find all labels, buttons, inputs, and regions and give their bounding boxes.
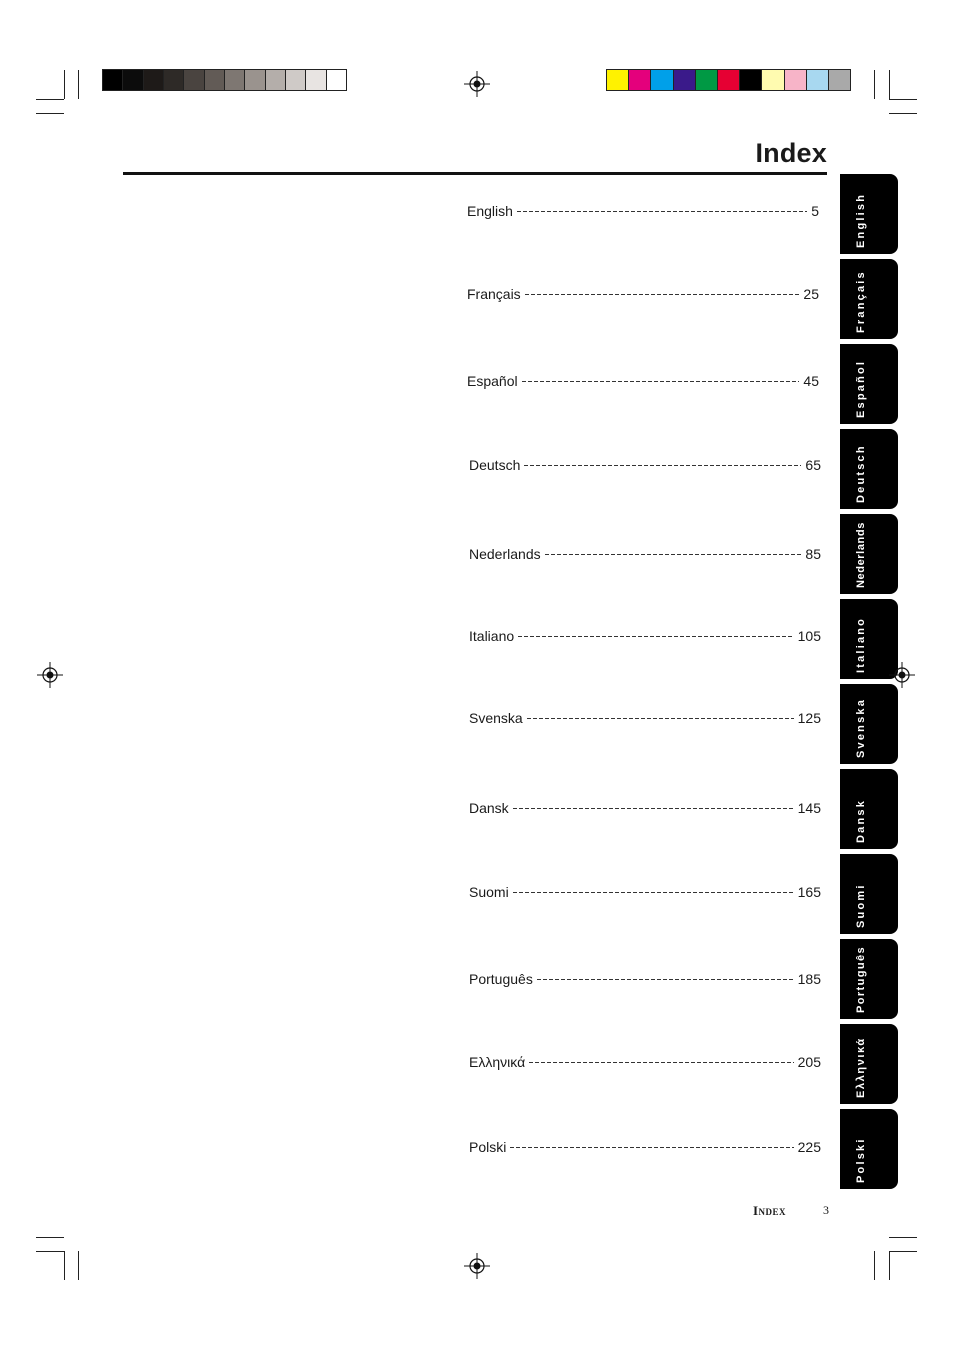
- crop-mark: [889, 1251, 917, 1252]
- index-entry-svenska[interactable]: [469, 710, 821, 726]
- calibration-swatch: [245, 70, 265, 90]
- entry-page: 145: [797, 800, 821, 816]
- calibration-swatch: [762, 70, 784, 90]
- footer-section-label: Index: [753, 1203, 787, 1218]
- tab-dansk[interactable]: [840, 769, 898, 849]
- dot-leader: [545, 554, 802, 555]
- entry-page: 25: [803, 286, 819, 302]
- crop-mark: [64, 1251, 65, 1280]
- entry-label: Svenska: [469, 710, 523, 726]
- calibration-swatch: [607, 70, 629, 90]
- entry-page: 225: [797, 1139, 821, 1155]
- calibration-swatch: [225, 70, 245, 90]
- index-entry-espanol[interactable]: [467, 373, 819, 389]
- tab-suomi[interactable]: [840, 854, 898, 934]
- index-entry-dansk[interactable]: [469, 800, 821, 816]
- registration-target-icon: [464, 1253, 490, 1279]
- tab-english[interactable]: [840, 174, 898, 254]
- entry-page: 205: [797, 1054, 821, 1070]
- tab-label: Polski: [855, 1137, 867, 1183]
- crop-mark: [36, 1237, 64, 1238]
- entry-label: English: [467, 203, 513, 219]
- calibration-swatch: [144, 70, 164, 90]
- index-entry-italiano[interactable]: [469, 628, 821, 644]
- tab-label: Français: [855, 270, 867, 333]
- dot-leader: [522, 381, 800, 382]
- calibration-swatch: [286, 70, 306, 90]
- calibration-swatch: [718, 70, 740, 90]
- entry-page: 65: [805, 457, 821, 473]
- crop-mark: [36, 1251, 64, 1252]
- crop-mark: [36, 99, 64, 100]
- index-entry-deutsch[interactable]: [469, 457, 821, 473]
- tab-deutsch[interactable]: [840, 429, 898, 509]
- calibration-swatch: [651, 70, 673, 90]
- entry-page: 125: [797, 710, 821, 726]
- entry-page: 105: [797, 628, 821, 644]
- grayscale-calibration-bar: [102, 69, 347, 91]
- entry-page: 85: [805, 546, 821, 562]
- crop-mark: [874, 70, 875, 99]
- dot-leader: [524, 465, 801, 466]
- calibration-swatch: [696, 70, 718, 90]
- calibration-swatch: [807, 70, 829, 90]
- crop-mark: [889, 113, 917, 114]
- index-entry-francais[interactable]: [467, 286, 819, 302]
- entry-page: 45: [803, 373, 819, 389]
- dot-leader: [518, 636, 793, 637]
- calibration-swatch: [205, 70, 225, 90]
- registration-target-icon: [464, 71, 490, 97]
- registration-target-icon: [37, 662, 63, 688]
- tab-francais[interactable]: [840, 259, 898, 339]
- crop-mark: [78, 70, 79, 99]
- dot-leader: [525, 294, 800, 295]
- color-calibration-bar: [606, 69, 851, 91]
- tab-label: Italiano: [855, 616, 867, 673]
- tab-label: Suomi: [855, 883, 867, 928]
- index-entry-english[interactable]: [467, 203, 819, 219]
- dot-leader: [527, 718, 794, 719]
- entry-label: Deutsch: [469, 457, 521, 473]
- index-entry-nederlands[interactable]: [469, 546, 821, 562]
- tab-label: Svenska: [855, 697, 867, 758]
- tab-label: Dansk: [855, 798, 867, 843]
- calibration-swatch: [740, 70, 762, 90]
- tab-label: Nederlands: [855, 522, 867, 588]
- calibration-swatch: [123, 70, 143, 90]
- calibration-swatch: [674, 70, 696, 90]
- page-title: Index: [755, 138, 827, 168]
- entry-label: Dansk: [469, 800, 509, 816]
- calibration-swatch: [785, 70, 807, 90]
- crop-mark: [64, 70, 65, 99]
- crop-mark: [36, 113, 64, 114]
- tab-label: Português: [855, 946, 867, 1013]
- crop-mark: [889, 1251, 890, 1280]
- crop-mark: [889, 1237, 917, 1238]
- index-entry-ellinika[interactable]: [469, 1054, 821, 1070]
- entry-label: Ελληνικά: [469, 1054, 526, 1070]
- index-entry-polski[interactable]: [469, 1139, 821, 1155]
- tab-svenska[interactable]: [840, 684, 898, 764]
- tab-label: Español: [855, 359, 867, 418]
- entry-page: 5: [811, 203, 819, 219]
- dot-leader: [529, 1062, 793, 1063]
- dot-leader: [510, 1147, 793, 1148]
- entry-label: Español: [467, 373, 518, 389]
- entry-label: Português: [469, 971, 533, 987]
- calibration-swatch: [829, 70, 850, 90]
- tab-label: Ελληνικά: [855, 1037, 867, 1098]
- tab-polski[interactable]: [840, 1109, 898, 1189]
- calibration-swatch: [184, 70, 204, 90]
- title-rule: [123, 172, 827, 175]
- index-entry-portugues[interactable]: [469, 971, 821, 987]
- entry-page: 165: [797, 884, 821, 900]
- entry-label: Italiano: [469, 628, 515, 644]
- entry-label: Polski: [469, 1139, 507, 1155]
- dot-leader: [513, 892, 794, 893]
- index-entry-suomi[interactable]: [469, 884, 821, 900]
- calibration-swatch: [164, 70, 184, 90]
- crop-mark: [889, 99, 917, 100]
- dot-leader: [537, 979, 794, 980]
- footer-page-number: 3: [823, 1203, 829, 1217]
- calibration-swatch: [629, 70, 651, 90]
- calibration-swatch: [103, 70, 123, 90]
- tab-label: English: [855, 192, 867, 248]
- tab-portugues[interactable]: [840, 939, 898, 1019]
- dot-leader: [513, 808, 794, 809]
- entry-label: Français: [467, 286, 521, 302]
- entry-label: Suomi: [469, 884, 509, 900]
- calibration-swatch: [327, 70, 346, 90]
- entry-page: 185: [797, 971, 821, 987]
- calibration-swatch: [306, 70, 326, 90]
- crop-mark: [889, 70, 890, 99]
- tab-espanol[interactable]: [840, 344, 898, 424]
- entry-label: Nederlands: [469, 546, 541, 562]
- crop-mark: [874, 1251, 875, 1280]
- crop-mark: [78, 1251, 79, 1280]
- tab-nederlands[interactable]: [840, 514, 898, 594]
- tab-label: Deutsch: [855, 444, 867, 503]
- dot-leader: [517, 211, 807, 212]
- tab-ellinika[interactable]: [840, 1024, 898, 1104]
- registration-target-icon: [889, 662, 915, 688]
- calibration-swatch: [266, 70, 286, 90]
